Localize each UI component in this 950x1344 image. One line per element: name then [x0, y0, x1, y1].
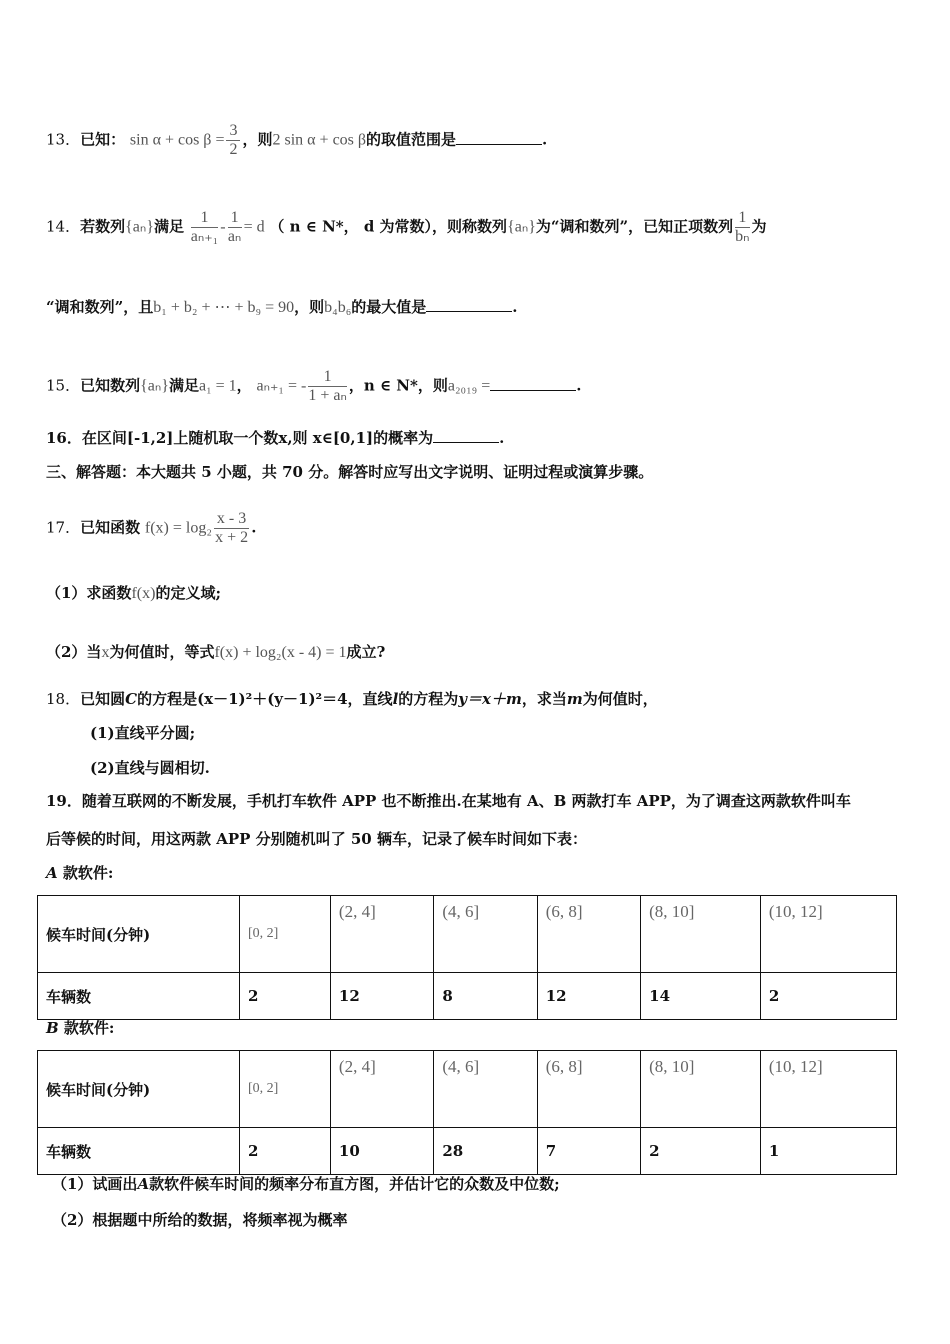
q17-part1-end: 的定义域;	[155, 584, 221, 602]
table-b-interval: (8, 10]	[641, 1051, 761, 1128]
q15-frac	[308, 368, 347, 405]
q13: 13．已知： sin α + cos β = $\frac{3}{2}$ ，则2 sin α + cos β的取值范围是 .	[46, 122, 548, 158]
q18-text3: 的方程为	[398, 690, 459, 708]
q15-comma: ，	[236, 376, 252, 395]
q18-circle-c: C	[125, 690, 138, 708]
q14-answer-blank[interactable]	[426, 297, 512, 312]
q15-frac-num: 1	[308, 368, 347, 387]
q14-frac1-den: aₙ₊₁	[190, 228, 219, 245]
q17-number: 17．	[46, 518, 81, 537]
q15-number: 15．	[46, 376, 81, 395]
q19-label-b-text: 款软件:	[58, 1019, 115, 1037]
q14-seq-a: {aₙ}	[125, 218, 154, 236]
q17-end: .	[251, 518, 257, 537]
q16	[46, 428, 504, 448]
q14-number: 14．	[46, 217, 81, 236]
q14-line2-text2: ，则	[294, 298, 325, 316]
q17-part2	[46, 642, 385, 663]
q19-line2: 后等候的时间，用这两款 APP 分别随机叫了 50 辆车，记录了候车时间如下表：	[46, 830, 587, 848]
q13-mid: ，则	[242, 130, 273, 149]
q14-eqd: = d	[243, 218, 265, 236]
table-b-count: 1	[760, 1128, 896, 1175]
q17-frac-den: x + 2	[215, 529, 249, 546]
q18	[46, 689, 658, 709]
table-a-interval: (10, 12]	[760, 896, 896, 973]
q13-number: 13．	[46, 130, 81, 149]
q14-line2-text1: “调和数列”，且	[46, 298, 154, 316]
table-b-count-row	[38, 1128, 897, 1175]
q15-end: .	[576, 376, 582, 395]
q18-line-l: l	[392, 690, 399, 708]
table-a-count: 2	[760, 973, 896, 1020]
table-b-interval: (4, 6]	[434, 1051, 537, 1128]
q14-text3: 为“调和数列”，已知正项数列	[535, 217, 734, 236]
q18-m: m	[566, 690, 583, 708]
table-a-count: 12	[537, 973, 640, 1020]
table-a-count: 8	[434, 973, 537, 1020]
q13-answer-blank[interactable]	[456, 130, 542, 145]
table-b-count: 2	[641, 1128, 761, 1175]
q17-text1: 已知函数	[80, 518, 141, 537]
table-b-count: 2	[240, 1128, 331, 1175]
q19-label-a-text: 款软件:	[57, 864, 114, 882]
q14-minus: -	[220, 218, 226, 236]
q14-frac1-num: 1	[191, 209, 219, 228]
q19-part1-pre: （1）试画出	[52, 1175, 138, 1193]
q17-frac-num: x - 3	[214, 510, 249, 529]
q13-suffix: 的取值范围是	[366, 130, 457, 149]
q18-line-equation: y＝x＋m	[458, 690, 522, 708]
q16-text: 16．在区间[-1,2]上随机取一个数x,则 x∈[0,1]的概率为	[46, 429, 434, 447]
q14-line1	[46, 209, 767, 246]
q17-part2-x: x	[101, 644, 110, 661]
q14-frac1	[191, 209, 219, 246]
q15-target: a₂₀₁₉ =	[447, 377, 491, 395]
q14-frac2-den: aₙ	[227, 228, 242, 245]
table-a-interval-row	[38, 896, 897, 973]
q19-part1-post: 款软件候车时间的频率分布直方图，并估计它的众数及中位数;	[149, 1175, 560, 1193]
q19-label-b-letter: B	[46, 1019, 59, 1037]
table-b-count: 10	[330, 1128, 433, 1175]
table-b-count: 28	[434, 1128, 537, 1175]
q15-a1: a₁ = 1	[198, 377, 237, 395]
table-a-row-label: 车辆数	[38, 973, 240, 1020]
q15-text1: 已知数列	[80, 376, 141, 395]
q18-number: 18．	[46, 690, 81, 708]
q18-part2: (2)直线与圆相切.	[90, 759, 210, 777]
q19-part1-a: A	[137, 1175, 150, 1193]
q17-part2-mid: 为何值时，等式	[109, 643, 215, 661]
q15-condition: ，n ∈ N*，则	[348, 376, 448, 395]
q18-text5: 为何值时，	[582, 690, 658, 708]
q15	[46, 368, 582, 405]
q18-part1: (1)直线平分圆;	[90, 724, 196, 742]
q15-recurrence-lhs: aₙ₊₁ = -	[256, 377, 307, 395]
table-b-interval-row	[38, 1051, 897, 1128]
q15-frac-den: 1 + aₙ	[308, 387, 347, 404]
q16-answer-blank[interactable]	[433, 428, 499, 443]
table-b-header: 候车时间(分钟)	[38, 1051, 240, 1128]
table-a-count: 2	[240, 973, 331, 1020]
table-a-count: 14	[641, 973, 761, 1020]
table-a-header: 候车时间(分钟)	[38, 896, 240, 973]
q14-frac3-den: bₙ	[735, 228, 750, 245]
q17-function: f(x) = log₂	[144, 519, 212, 537]
q14-line2-text3: 的最大值是	[351, 298, 427, 316]
q14-frac3-num: 1	[735, 209, 749, 228]
q14-frac3	[735, 209, 749, 246]
q13-expr-lhs: sin α + cos β =	[129, 131, 225, 149]
q16-end: .	[499, 429, 505, 447]
q17-part1-fx: f(x)	[131, 585, 156, 602]
q13-expr2: 2 sin α + cos β	[272, 131, 367, 149]
table-b-interval: (2, 4]	[330, 1051, 433, 1128]
q19-part1	[52, 1174, 560, 1194]
q18-text1: 已知圆	[80, 690, 126, 708]
section-3-heading: 三、解答题：本大题共 5 小题，共 70 分。解答时应写出文字说明、证明过程或演算步骤。	[46, 463, 654, 481]
q19-part2: （2）根据题中所给的数据，将频率视为概率	[52, 1211, 348, 1229]
table-b-interval: (6, 8]	[537, 1051, 640, 1128]
table-a-interval: (2, 4]	[330, 896, 433, 973]
table-b-count: 7	[537, 1128, 640, 1175]
q17-part2-equation: f(x) + log₂(x - 4) = 1	[214, 644, 347, 661]
q13-frac-num: 3	[226, 122, 240, 141]
q19-line1: 19．随着互联网的不断发展，手机打车软件 APP 也不断推出.在某地有 A、B 两款打车 APP，为了调查这两款软件叫车	[46, 792, 851, 810]
q14-sum: b₁ + b₂ + ⋯ + b₉ = 90	[153, 299, 295, 316]
q15-text2: 满足	[168, 376, 199, 395]
table-b-interval: (10, 12]	[760, 1051, 896, 1128]
table-a	[37, 895, 897, 1020]
q17-frac	[214, 510, 249, 547]
table-b-row-label: 车辆数	[38, 1128, 240, 1175]
q14-text1: 若数列	[80, 217, 126, 236]
q13-prefix: 已知：	[80, 130, 126, 149]
table-a-count: 12	[330, 973, 433, 1020]
q15-answer-blank[interactable]	[490, 376, 576, 391]
q19-label-b	[46, 1018, 114, 1038]
q19-label-a-letter: A	[46, 864, 58, 882]
table-b-interval: [0, 2]	[240, 1051, 331, 1128]
q18-text4: ，求当	[521, 690, 567, 708]
q15-seq: {aₙ}	[140, 377, 169, 395]
table-a-interval: (8, 10]	[641, 896, 761, 973]
q18-text2: 的方程是(x－1)²＋(y－1)²＝4，直线	[137, 690, 393, 708]
q17-part1-label: （1）求函数	[46, 584, 132, 602]
q17-part2-end: 成立?	[346, 643, 386, 661]
table-b	[37, 1050, 897, 1175]
q17-part2-label: （2）当	[46, 643, 102, 661]
q14-frac2-num: 1	[228, 209, 242, 228]
q14-condition: （ n ∈ N*， d 为常数），则称数列	[269, 217, 508, 236]
q14-line2: “调和数列”，且b₁ + b₂ + ⋯ + b₉ = 90，则b₄b₆的最大值是 .	[46, 298, 518, 316]
q13-frac-den: 2	[229, 141, 238, 158]
q17-part1	[46, 583, 221, 604]
q14-product: b₄b₆	[324, 299, 352, 316]
q14-seq-a2: {aₙ}	[507, 218, 536, 236]
q14-text2: 满足	[153, 217, 184, 236]
table-a-count-row	[38, 973, 897, 1020]
table-a-interval: (6, 8]	[537, 896, 640, 973]
q17	[46, 510, 256, 547]
q19-label-a	[46, 863, 113, 883]
table-a-interval: (4, 6]	[434, 896, 537, 973]
q14-text4: 为	[751, 217, 767, 236]
table-a-interval: [0, 2]	[240, 896, 331, 973]
q13-fraction	[226, 122, 240, 159]
q14-frac2	[228, 209, 242, 246]
